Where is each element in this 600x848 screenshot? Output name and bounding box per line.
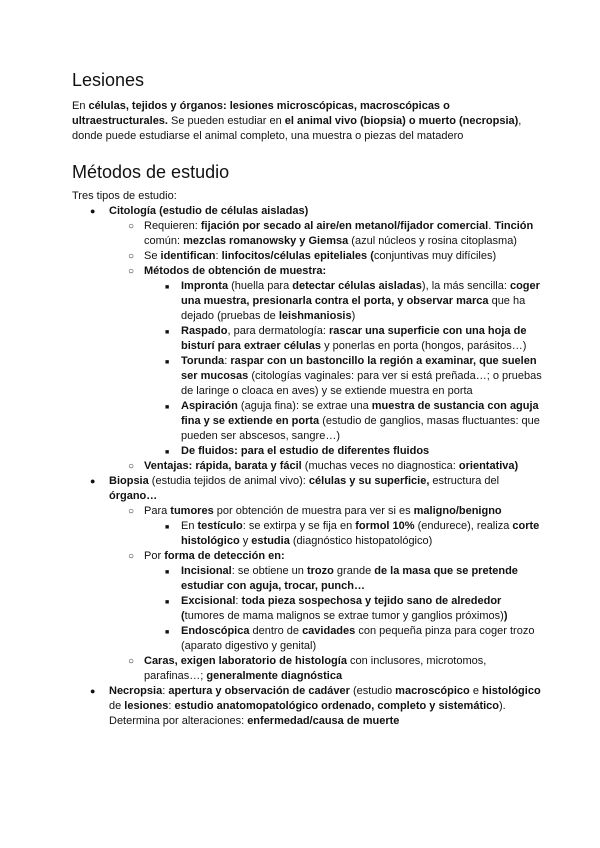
- list-item-tumores: ○ Para tumores por obtención de muestra para ver si es maligno/benigno: [128, 505, 502, 517]
- lesiones-paragraph: En células, tejidos y órganos: lesiones microscópicas, macroscópicas o ultraestructurales. Se pueden estudiar en el animal vivo (biopsia) o muerto (necropsia), donde puede estudiarse el animal completo, una muestra o piezas del matadero: [72, 100, 522, 142]
- heading-lesiones: Lesiones: [72, 70, 145, 90]
- list-item-ventajas: ○ Ventajas: rápida, barata y fácil (muchas veces no diagnostica: orientativa): [128, 460, 519, 472]
- list-item-citologia: ● Citología (estudio de células aisladas): [90, 205, 309, 217]
- list-item-forma-deteccion: ○ Por forma de detección en:: [128, 550, 285, 562]
- list-item-impronta: ■ Impronta (huella para detectar células aisladas), la más sencilla: coger una muestra, presionarla contra el porta, y observar marca que ha dejado (pruebas de leishmaniosis): [165, 280, 540, 322]
- list-item-testiculo: ■ En testículo: se extirpa y se fija en formol 10% (endurece), realiza corte histológico y estudia (diagnóstico histopatológico): [165, 520, 540, 547]
- list-item-biopsia: ● Biopsia (estudia tejidos de animal vivo): células y su superficie, estructura del órgano…: [90, 475, 500, 502]
- list-item-excisional: ■ Excisional: toda pieza sospechosa y tejido sano de alrededor (tumores de mama malignos se extrae tumor y ganglios próximos)): [165, 595, 508, 622]
- list-item-aspiracion: ■ Aspiración (aguja fina): se extrae una muestra de sustancia con aguja fina y se extiende en porta (estudio de ganglios, masas fluctuantes: que pueden ser abscesos, sangre…): [165, 400, 540, 442]
- list-item-incisional: ■ Incisional: se obtiene un trozo grande de la masa que se pretende estudiar con aguja, trocar, punch…: [165, 565, 518, 592]
- list-item-raspado: ■ Raspado, para dermatología: rascar una superficie con una hoja de bisturí para extraer células y ponerlas en porta (hongos, parásitos…): [165, 325, 527, 352]
- list-item-necropsia: ● Necropsia: apertura y observación de cadáver (estudio macroscópico e histológico de lesiones: estudio anatomopatológico ordenado, completo y sistemático). Determina por alteraciones: enfermedad/causa de muerte: [90, 685, 541, 727]
- list-item-fluidos: ■ De fluidos: para el estudio de diferentes fluidos: [165, 445, 430, 457]
- list-item-requieren: ○ Requieren: fijación por secado al aire/en metanol/fijador comercial. Tinción común: mezclas romanowsky y Giemsa (azul núcleos y rosina citoplasma): [128, 220, 534, 247]
- list-item-metodos-obtencion: ○ Métodos de obtención de muestra:: [128, 265, 327, 277]
- list-item-torunda: ■ Torunda: raspar con un bastoncillo la región a examinar, que suelen ser mucosas (citologías vaginales: para ver si está preñada…; o pruebas de laringe o cloaca en aves) y se extiende muestra en porta: [165, 355, 542, 397]
- list-item-identifican: ○ Se identifican: linfocitos/células epiteliales (conjuntivas muy difíciles): [128, 250, 497, 262]
- list-item-caras: ○ Caras, exigen laboratorio de histología con inclusores, microtomos, parafinas…; generalmente diagnóstica: [128, 655, 487, 682]
- heading-metodos: Métodos de estudio: [72, 162, 230, 182]
- list-item-endoscopica: ■ Endoscópica dentro de cavidades con pequeña pinza para coger trozo (aparato digestivo y genital): [165, 625, 535, 652]
- metodos-intro: Tres tipos de estudio:: [72, 190, 177, 202]
- metodos-list: [72, 204, 542, 729]
